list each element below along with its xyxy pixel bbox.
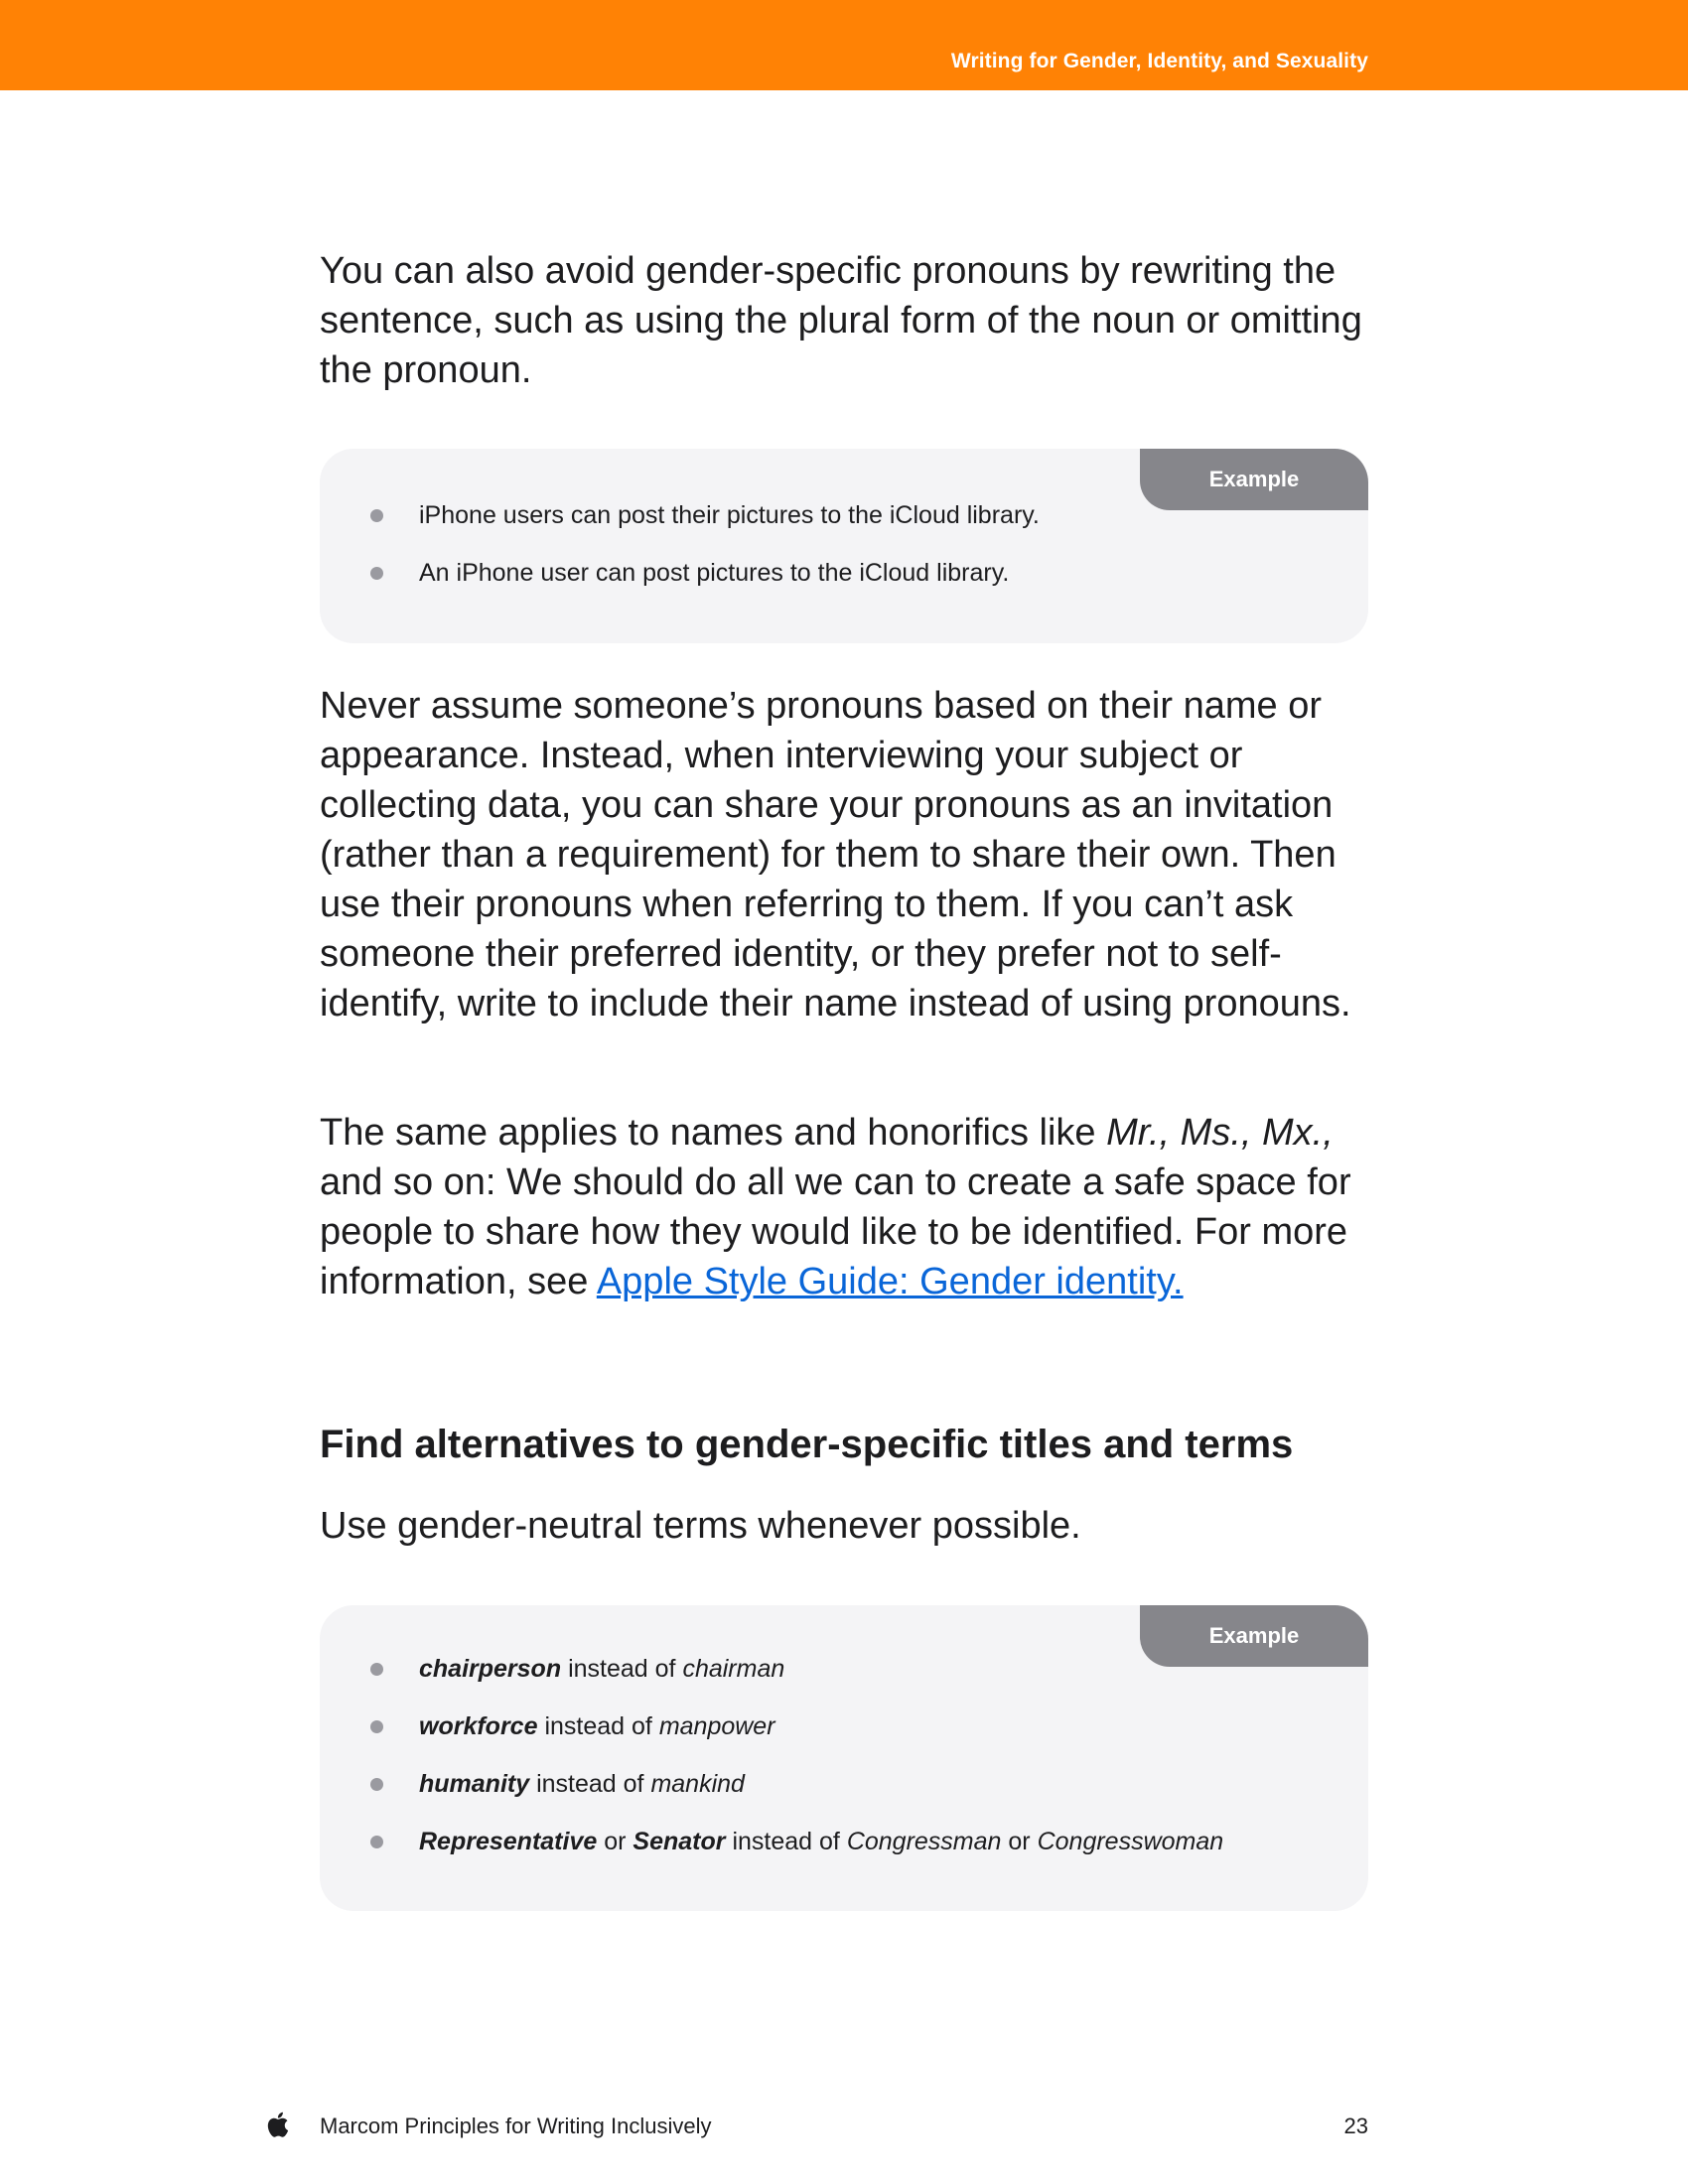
footer-document-title: Marcom Principles for Writing Inclusively [320,2114,712,2138]
avoided-term: manpower [658,1712,775,1740]
bullet-icon [370,1720,383,1733]
example-text: An iPhone user can post pictures to the iCloud library. [419,559,1010,587]
honorifics-examples: Mr., Ms., Mx., [1106,1112,1334,1154]
section-heading: Find alternatives to gender-specific titles and terms [320,1423,1294,1466]
honorifics-text-middle: and so on: We should do all we can to create a safe space for people to share how they would like to be identified. For more information, see [320,1161,1351,1302]
connector-text: or [1008,1828,1031,1855]
connector-text: or [604,1828,627,1855]
example-text: iPhone users can post their pictures to the iCloud library. [419,501,1040,529]
avoided-term-alt: Congresswoman [1037,1828,1224,1855]
pronouns-paragraph-block [320,681,1368,1028]
avoided-term: Congressman [846,1828,1002,1855]
avoided-term: chairman [682,1655,785,1683]
neutral-terms-paragraph: Use gender-neutral terms whenever possible. [320,1505,1081,1547]
header-title: Writing for Gender, Identity, and Sexuality [950,50,1368,72]
bullet-icon [370,1663,383,1676]
example-tab: Example [1140,449,1368,510]
bullet-icon [370,567,383,580]
preferred-term: humanity [419,1770,530,1798]
example-list [320,486,1368,602]
page-number: 23 [1343,2114,1368,2138]
bullet-icon [370,509,383,522]
list-item [320,1640,1368,1698]
bullet-icon [370,1778,383,1791]
example-list [320,1640,1368,1870]
preferred-term: chairperson [419,1655,562,1683]
list-item [320,1755,1368,1813]
preferred-term: Representative [419,1828,598,1855]
intro-paragraph: You can also avoid gender-specific pronouns by rewriting the sentence, such as using the plural form of the noun or omitting the pronoun. [320,250,1362,391]
connector-text: instead of [536,1770,644,1798]
example-box-terms [320,1605,1368,1911]
neutral-terms-paragraph-block [320,1501,1368,1551]
avoided-term: mankind [650,1770,745,1798]
honorifics-paragraph-block [320,1108,1368,1306]
example-box-pronouns [320,449,1368,643]
list-item [320,486,1368,544]
preferred-term-alt: Senator [633,1828,726,1855]
list-item [320,1698,1368,1755]
apple-logo-icon [264,2111,290,2138]
honorifics-text-start: The same applies to names and honorifics like [320,1112,1107,1154]
list-item [320,1813,1368,1870]
intro-paragraph-block [320,246,1368,395]
example-tab: Example [1140,1605,1368,1667]
honorifics-paragraph [320,1108,1368,1306]
pronouns-paragraph: Never assume someone’s pronouns based on their name or appearance. Instead, when interviewing your subject or collecting data, you can share your pronouns as an invitation (rather than a requirement) for them to share their own. Then use their pronouns when referring to them. If you can’t ask someone their preferred identity, or they prefer not to self-identify, write to include their name instead of using pronouns. [320,685,1351,1024]
preferred-term: workforce [419,1712,538,1740]
header-band [0,0,1688,90]
bullet-icon [370,1836,383,1848]
style-guide-link[interactable]: Apple Style Guide: Gender identity. [596,1261,1184,1302]
connector-text: instead of [568,1655,676,1683]
connector-text: instead of [544,1712,652,1740]
list-item [320,544,1368,602]
connector-text: instead of [732,1828,840,1855]
